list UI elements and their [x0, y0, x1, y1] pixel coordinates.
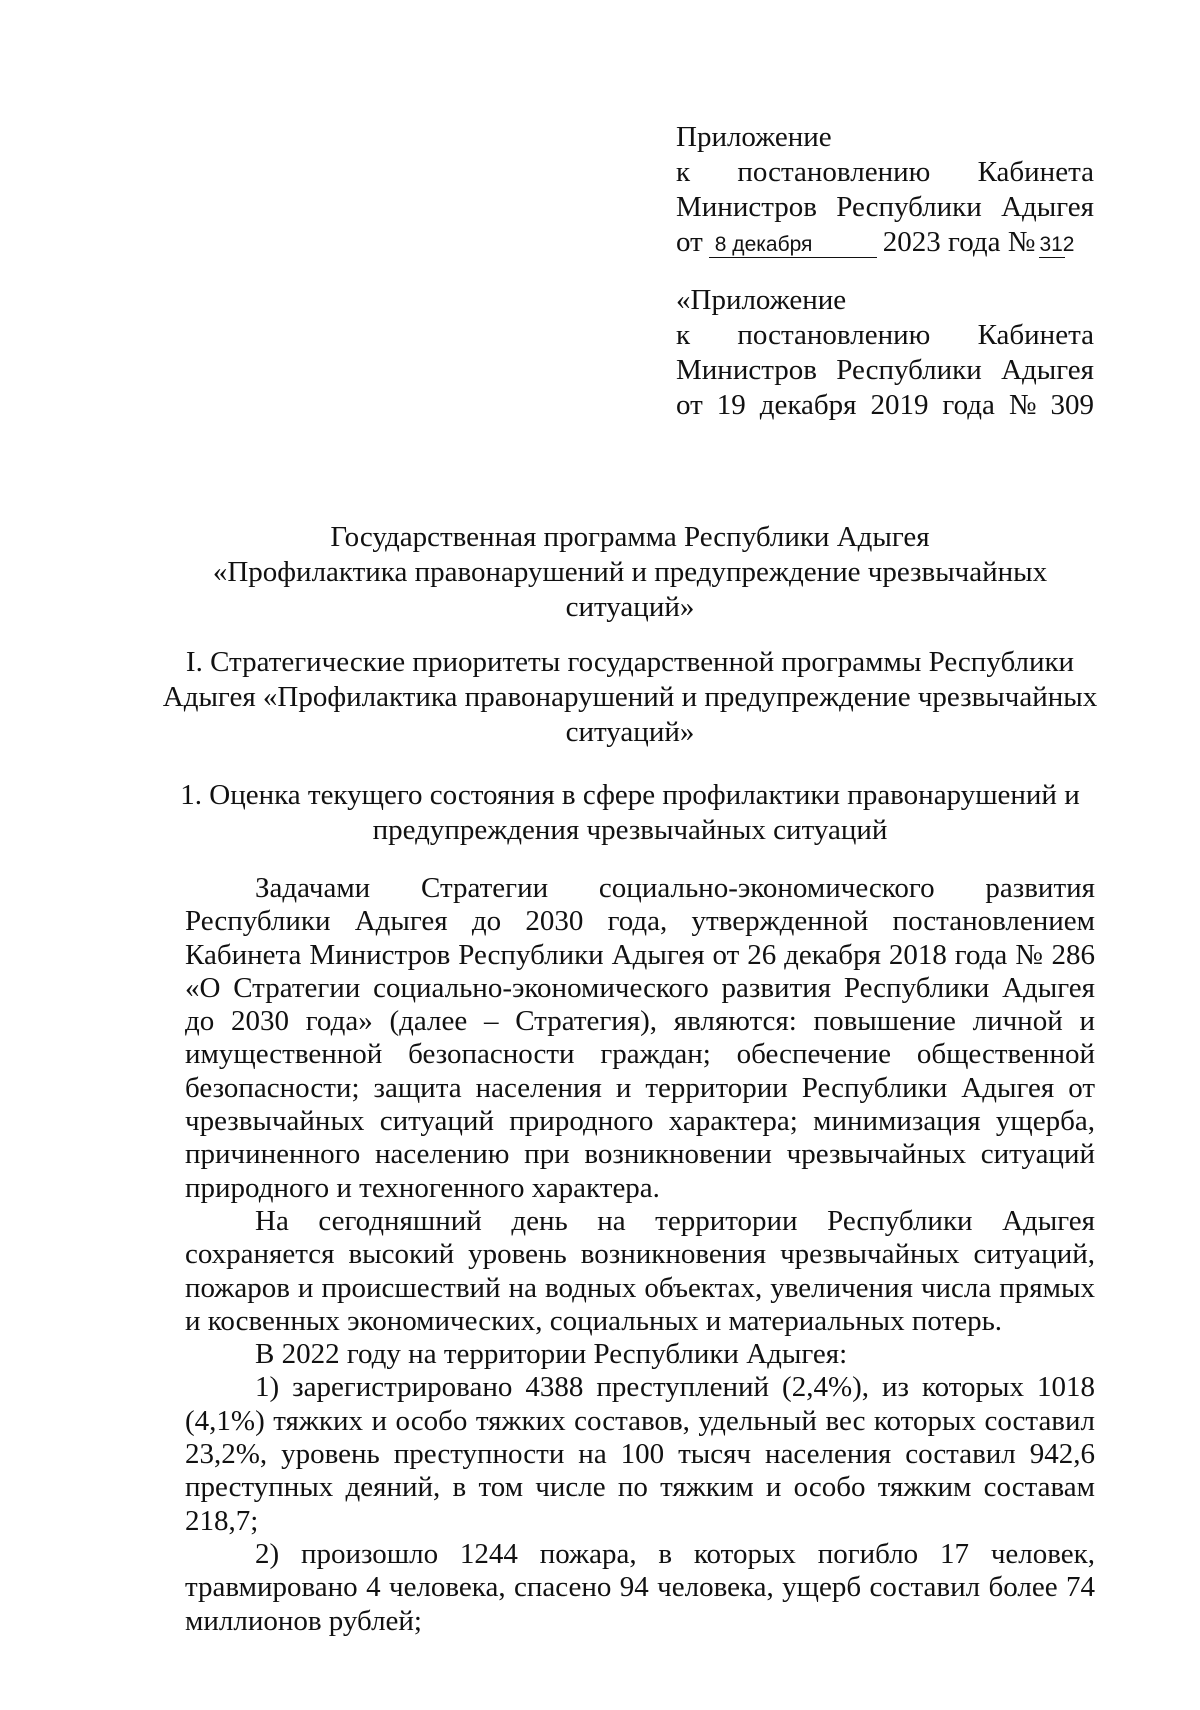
- paragraph-list-item: 1) зарегистрировано 4388 преступлений (2,4%), из которых 1018 (4,1%) тяжких и особо тяжких составов, удельный вес которых составил 23,2%, уровень преступности на 100 тысяч населения составил 942,6 преступных деяний, в том числе по тяжким и особо тяжким составам 218,7;: [185, 1371, 1095, 1537]
- subsection-heading: 1. Оценка текущего состояния в сфере профилактики правонарушений и предупреждения чрезвычайных ситуаций: [180, 779, 1080, 846]
- section-heading: I. Стратегические приоритеты государственной программы Республики Адыгея «Профилактика правонарушений и предупреждение чрезвычайных ситуаций»: [162, 646, 1098, 748]
- paragraph: Задачами Стратегии социально-экономического развития Республики Адыгея до 2030 года, утвержденной постановлением Кабинета Министров Республики Адыгея от 26 декабря 2018 года № 286 «О Стратегии социально-экономического развития Республики Адыгея до 2030 года» (далее – Стратегия), являются: повышение личной и имущественной безопасности граждан; обеспечение общественной безопасности; защита населения и территории Республики Адыгея от чрезвычайных ситуаций природного характера; минимизация ущерба, причиненного населению при возникновении чрезвычайных ситуаций природного и техногенного характера.: [185, 872, 1095, 1204]
- paragraph: В 2022 году на территории Республики Адыгея:: [255, 1338, 848, 1371]
- appendix-line-ministers: Министров Республики Адыгея: [676, 354, 1094, 386]
- document-body: [185, 872, 1095, 1638]
- appendix-line-ministers: Министров Республики Адыгея: [676, 191, 1094, 223]
- appendix-line-date: от 19 декабря 2019 года № 309: [676, 389, 1094, 421]
- paragraph-list-item: 2) произошло 1244 пожара, в которых погибло 17 человек, травмировано 4 человека, спасено 94 человека, ущерб составил более 74 миллионов рублей;: [185, 1537, 1095, 1637]
- appendix-header-old: [676, 283, 1094, 423]
- program-title: Государственная программа Республики Адыгея «Профилактика правонарушений и предупреждение чрезвычайных ситуаций»: [212, 521, 1048, 623]
- appendix-title: Приложение: [676, 121, 832, 153]
- handwritten-number-fill: 312: [1039, 233, 1075, 256]
- appendix-header-new: [676, 120, 1094, 260]
- appendix-title: «Приложение: [676, 284, 847, 316]
- handwritten-date-fill: 8 декабря: [709, 233, 877, 258]
- appendix-line-date: от 8 декабря 2023 года № 312: [676, 226, 1075, 258]
- appendix-line-resolution: к постановлению Кабинета: [676, 156, 1094, 188]
- paragraph: На сегодняшний день на территории Республики Адыгея сохраняется высокий уровень возникновения чрезвычайных ситуаций, пожаров и происшествий на водных объектах, увеличения числа прямых и косвенных экономических, социальных и материальных потерь.: [185, 1204, 1095, 1337]
- appendix-line-resolution: к постановлению Кабинета: [676, 319, 1094, 351]
